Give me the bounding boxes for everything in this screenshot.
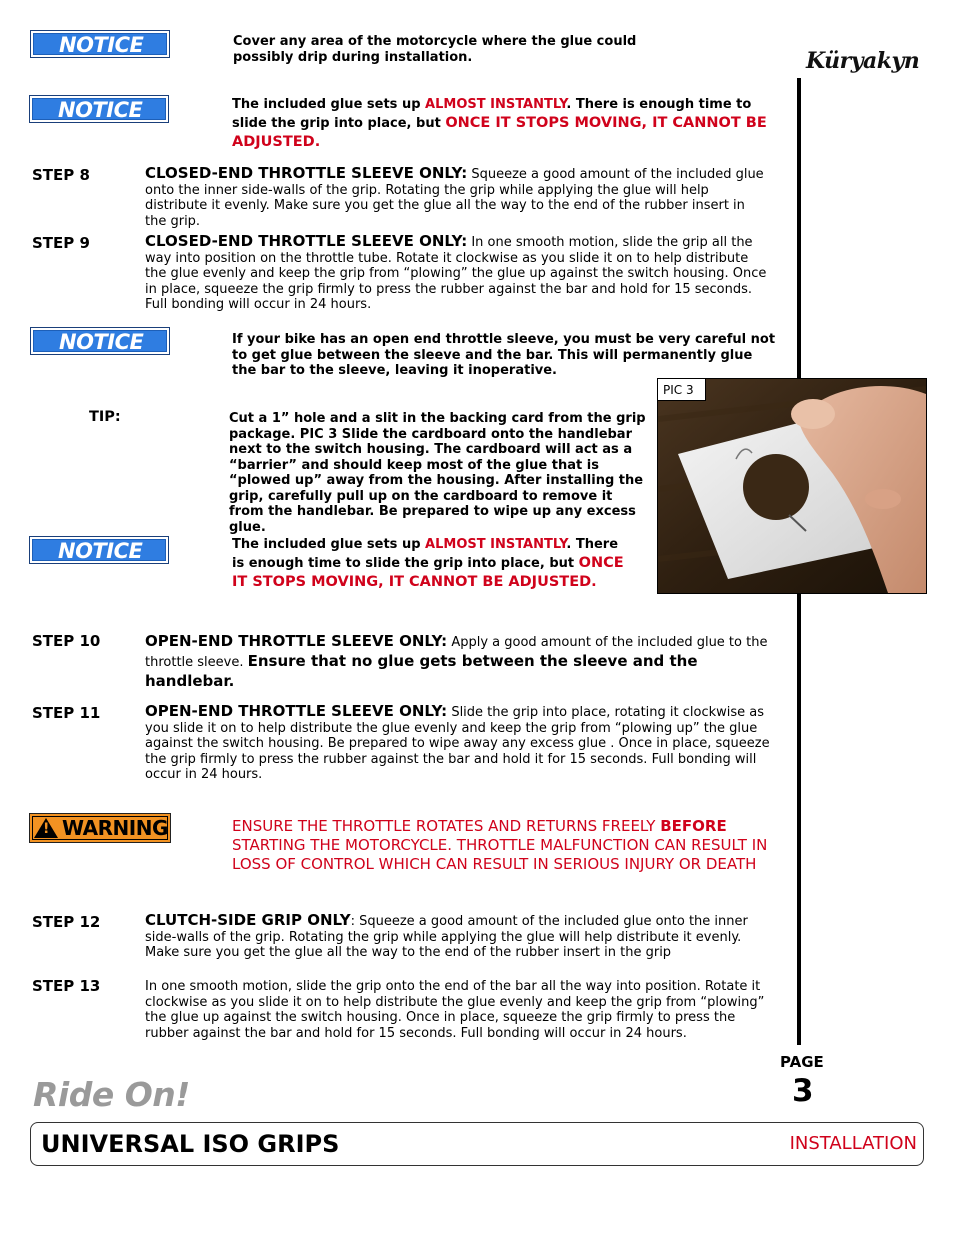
warning-text-part: ENSURE THE THROTTLE ROTATES AND RETURNS FREELY [232, 817, 661, 835]
step-text [145, 166, 770, 229]
notice-label: NOTICE [58, 98, 143, 122]
notice-red-text: ALMOST INSTANTLY [425, 537, 567, 552]
cardboard-photo-illustration [658, 379, 926, 593]
step-body: Apply a good amount of the included glue to the throttle sleeve. [145, 635, 768, 670]
page-label: PAGE [780, 1053, 824, 1071]
step-body: Slide the grip into place, rotating it clockwise as you slide it on to help distribute the glue evenly and keep the grip from “plowing up” the glue against the switch housing. Be prepared to wipe away any excess glue . Once in place, squeeze the grip firmly to press the rubber against the bar and hold it for 15 seconds. Full bonding will occur in 24 hours. [145, 705, 770, 782]
step-text [145, 704, 770, 783]
warning-badge [29, 813, 171, 843]
product-title: UNIVERSAL ISO GRIPS [41, 1130, 340, 1158]
step-heading: CLOSED-END THROTTLE SLEEVE ONLY: [145, 232, 468, 250]
step-body: : Squeeze a good amount of the included glue onto the inner side-walls of the grip. Rotating the grip while applying the glue will help distribute it evenly. Make sure you get the glue all the way to the end of the rubber insert in the grip [145, 914, 748, 960]
warning-label: WARNING [62, 816, 168, 840]
notice-red-text: ALMOST INSTANTLY [425, 97, 567, 112]
warning-triangle-icon [34, 818, 58, 838]
warning-bold-text: BEFORE [660, 817, 727, 835]
step-heading: CLUTCH-SIDE GRIP ONLY [145, 911, 351, 929]
step-text [145, 913, 770, 961]
warning-text-part: STARTING THE MOTORCYCLE. THROTTLE MALFUNCTION CAN RESULT IN LOSS OF CONTROL WHICH CAN RESULT IN SERIOUS INJURY OR DEATH [232, 836, 768, 873]
step-label: STEP 9 [32, 234, 90, 252]
notice-text: Cover any area of the motorcycle where the glue could possibly drip during installation. [233, 34, 637, 65]
step-text [145, 979, 770, 1041]
notice-text [232, 96, 772, 152]
ride-on-tagline: Ride On! [33, 1075, 190, 1114]
notice-red-text: ONCE IT STOPS MOVING, IT CANNOT BE ADJUSTED. [232, 555, 624, 590]
step-text [145, 632, 770, 692]
notice-text-part: The included glue sets up [232, 537, 426, 552]
pic-label: PIC 3 [658, 379, 706, 401]
step-body: Squeeze a good amount of the included glue onto the inner side-walls of the grip. Rotating the grip while applying the glue will help distribute it evenly. Make sure you get the glue all the way to the end of the rubber insert in the grip. [145, 167, 764, 229]
notice-label: NOTICE [59, 330, 144, 354]
notice-badge [29, 536, 169, 564]
pic-3-photo [657, 378, 927, 594]
tip-label: TIP: [89, 409, 121, 425]
step-label: STEP 10 [32, 632, 101, 650]
section-label: INSTALLATION [789, 1133, 917, 1154]
notice-badge [30, 327, 170, 355]
notice-text: If your bike has an open end throttle sleeve, you must be very careful not to get glue between the sleeve and the bar. This will permanently glue the bar to the sleeve, leaving it inoperative. [232, 332, 776, 378]
notice-text [232, 536, 632, 592]
notice-red-text: ONCE IT STOPS MOVING, IT CANNOT BE ADJUSTED. [232, 115, 767, 150]
footer-banner [30, 1122, 924, 1166]
step-emphasis: Ensure that no glue gets between the sleeve and the handlebar. [145, 652, 698, 690]
step-body: In one smooth motion, slide the grip onto the end of the bar all the way into position. Rotate it clockwise as you slide it on to help distribute the glue evenly and keep the grip from “plowing” the glue up against the switch housing. Once in place, squeeze the grip firmly to press the rubber against the bar and hold for 15 seconds. Full bonding will occur in 24 hours. [145, 979, 765, 1041]
step-heading: OPEN-END THROTTLE SLEEVE ONLY: [145, 632, 448, 650]
step-label: STEP 8 [32, 166, 90, 184]
notice-text-part: . There is enough time to slide the grip into place, but [232, 537, 619, 571]
notice-label: NOTICE [59, 33, 144, 57]
kuryakyn-logo: Küryakyn [806, 48, 920, 74]
step-heading: CLOSED-END THROTTLE SLEEVE ONLY: [145, 164, 468, 182]
notice-badge [30, 30, 170, 58]
step-text [145, 234, 770, 313]
step-label: STEP 11 [32, 704, 101, 722]
step-body: In one smooth motion, slide the grip all the way into position on the throttle tube. Rotate it clockwise as you slide it on to help distribute the glue evenly and keep the grip from “plowing” the glue up against the switch housing. Once in place, squeeze the grip firmly to press the rubber against the bar and hold for 15 seconds. Full bonding will occur in 24 hours. [145, 235, 767, 312]
notice-badge [29, 95, 169, 123]
page-number: 3 [792, 1073, 814, 1109]
step-heading: OPEN-END THROTTLE SLEEVE ONLY: [145, 702, 448, 720]
warning-text [232, 817, 772, 874]
tip-text: Cut a 1” hole and a slit in the backing card from the grip package. PIC 3 Slide the cardboard onto the handlebar next to the switch housing. The cardboard will act as a “barrier” and should keep most of the glue that is “plowed up” away from the housing. After installing the grip, carefully pull up on the cardboard to remove it from the handlebar. Be prepared to wipe up any excess glue. [229, 411, 646, 535]
step-label: STEP 13 [32, 977, 101, 995]
notice-label: NOTICE [58, 539, 143, 563]
step-label: STEP 12 [32, 913, 101, 931]
notice-text-part: . There is enough time to slide the grip into place, but [232, 97, 752, 131]
notice-text-part: The included glue sets up [232, 97, 426, 112]
